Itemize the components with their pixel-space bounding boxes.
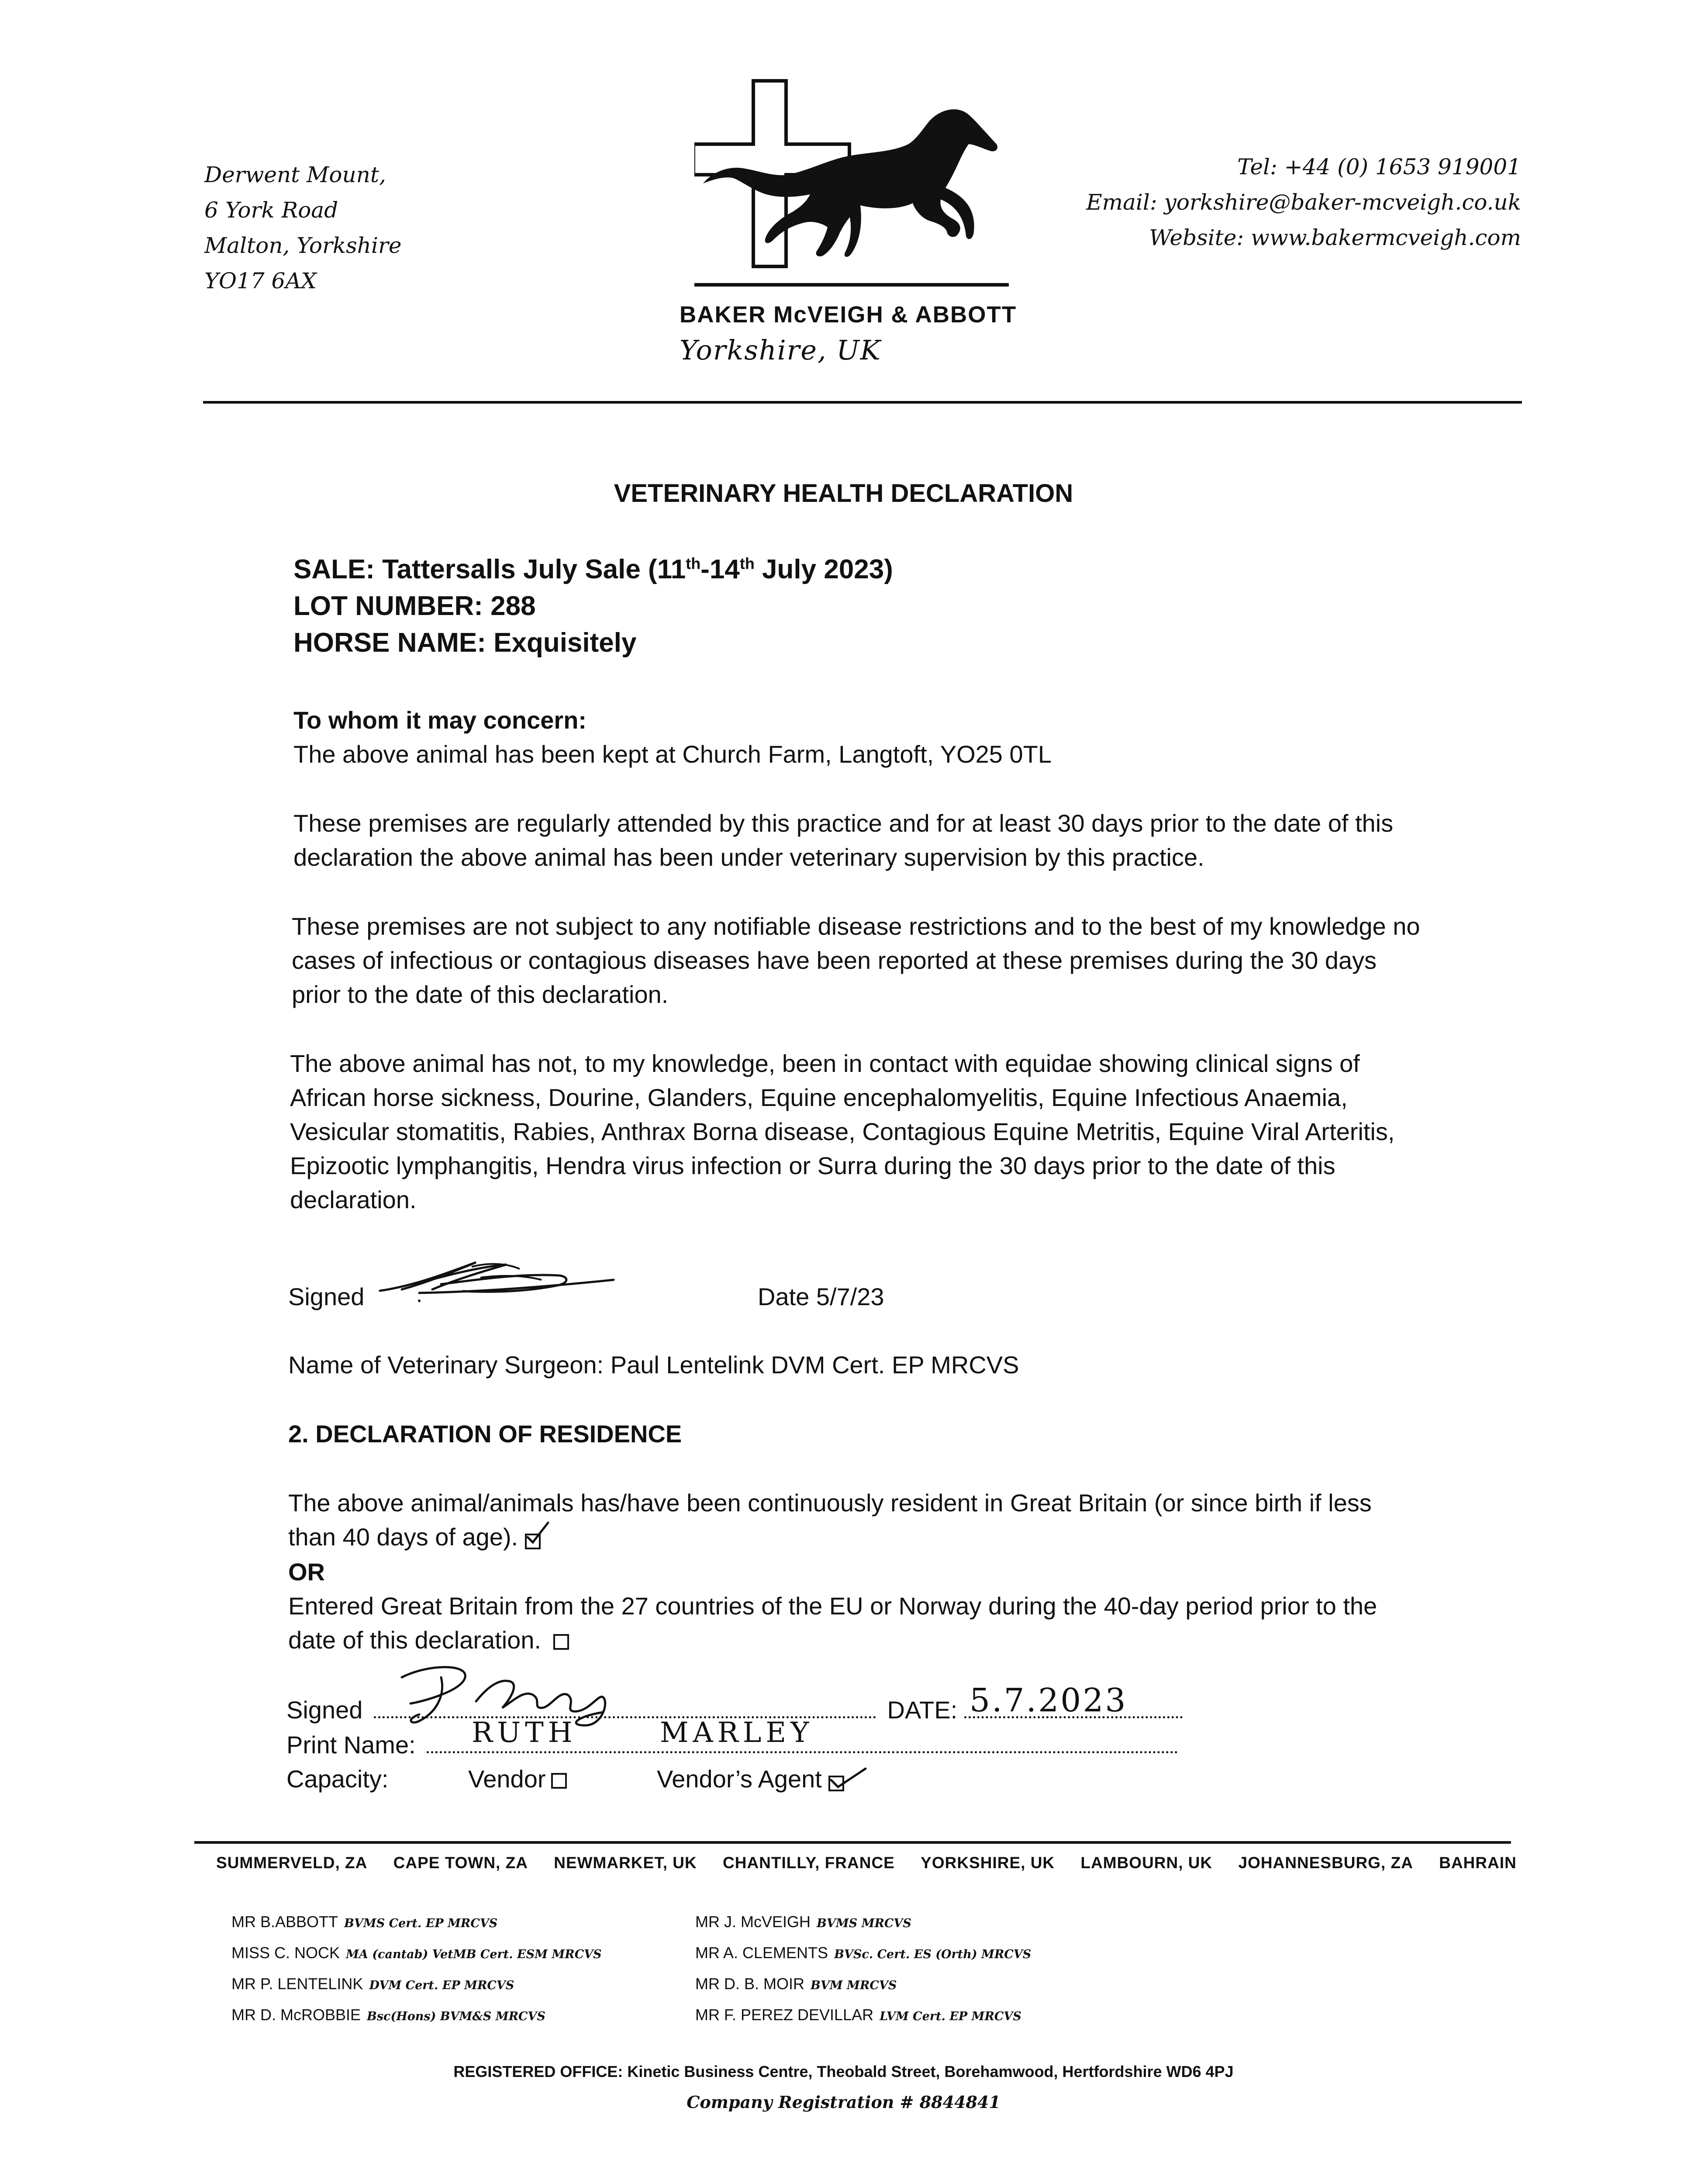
residence-option-resident <box>288 1486 1424 1554</box>
footer-divider <box>194 1841 1511 1844</box>
horse-name: HORSE NAME: Exquisitely <box>293 628 637 658</box>
vendor-agent-option[interactable] <box>657 1762 850 1796</box>
page-title: VETERINARY HEALTH DECLARATION <box>614 479 1073 508</box>
partner-entry: MR B.ABBOTT BVMS Cert. EP MRCVS <box>231 1913 498 1931</box>
sale-name: SALE: Tattersalls July Sale (11th-14th July 2023) <box>293 554 893 584</box>
partner-entry: MR P. LENTELINK DVM Cert. EP MRCVS <box>231 1975 514 1993</box>
vendor-agent-label: Vendor’s Agent <box>657 1765 822 1793</box>
owner-date-value: 5.7.2023 <box>969 1682 1128 1719</box>
header-divider <box>203 401 1522 404</box>
office-location: CAPE TOWN, ZA <box>393 1854 528 1872</box>
residence-option-entered-text: Entered Great Britain from the 27 countries of the EU or Norway during the 40-day period prior to the date of this declaration. <box>288 1592 1377 1654</box>
vet-signed-label: Signed <box>288 1283 365 1310</box>
check-mark-icon <box>524 1521 550 1547</box>
entered-checkbox[interactable] <box>553 1634 569 1650</box>
sale-details <box>293 551 893 661</box>
practice-address <box>204 157 402 299</box>
registered-office: REGISTERED OFFICE: Kinetic Business Centre, Theobald Street, Borehamwood, Hertfordshire WD6 4PJ <box>453 2063 1234 2080</box>
check-mark-icon <box>828 1765 868 1791</box>
vendor-checkbox[interactable] <box>551 1773 567 1789</box>
firm-name: BAKER McVEIGH & ABBOTT <box>680 302 1017 328</box>
print-name-label: Print Name: <box>286 1731 416 1759</box>
partner-entry: MR J. McVEIGH BVMS MRCVS <box>695 1913 911 1931</box>
owner-signed-label: Signed <box>286 1696 363 1724</box>
website-link[interactable]: Website: www.bakermcveigh.com <box>1149 225 1521 250</box>
partner-entry: MR D. McROBBIE Bsc(Hons) BVM&S MRCVS <box>231 2006 545 2024</box>
residence-option-resident-text: The above animal/animals has/have been continuously resident in Great Britain (or since birth if less than 40 days of age). <box>288 1489 1372 1551</box>
print-name-value: RUTH MARLEY <box>472 1717 814 1749</box>
office-location: NEWMARKET, UK <box>554 1854 697 1872</box>
greeting: To whom it may concern: <box>293 706 587 734</box>
premises-line: The above animal has been kept at Church Farm, Langtoft, YO25 0TL <box>293 740 1052 768</box>
address-line: Derwent Mount, <box>204 162 386 187</box>
office-location: CHANTILLY, FRANCE <box>723 1854 895 1872</box>
office-location: YORKSHIRE, UK <box>921 1854 1055 1872</box>
vendor-label: Vendor <box>468 1765 546 1793</box>
vet-signature <box>376 1249 616 1306</box>
office-location: LAMBOURN, UK <box>1080 1854 1213 1872</box>
email-link[interactable]: Email: yorkshire@baker-mcveigh.co.uk <box>1086 190 1521 215</box>
address-line: Malton, Yorkshire <box>204 233 402 258</box>
lot-number: LOT NUMBER: 288 <box>293 591 536 621</box>
residence-option-entered <box>288 1589 1424 1657</box>
print-name-dotted-line <box>427 1751 1178 1753</box>
partner-entry: MISS C. NOCK MA (cantab) VetMB Cert. ESM MRCVS <box>231 1944 602 1962</box>
partners-left <box>231 1907 602 2031</box>
contact-equidae-paragraph: The above animal has not, to my knowledge, been in contact with equidae showing clinical signs of African horse sickness, Dourine, Glanders, Equine encephalomyelitis, Equine Infectious Anaemia, Vesicular stomatitis, Rabies, Anthrax Borna disease, Contagious Equine Metritis, Equine Viral Arteritis, Epizootic lymphangitis, Hendra virus infection or Surra during the 30 days prior to the date of this declaration. <box>290 1050 1395 1213</box>
vendor-option[interactable] <box>468 1762 567 1796</box>
supervision-paragraph: These premises are regularly attended by this practice and for at least 30 days prior to the date of this declaration the above animal has been under veterinary supervision by this practice. <box>293 809 1394 871</box>
disease-restriction-paragraph: These premises are not subject to any notifiable disease restrictions and to the best of my knowledge no cases of infectious or contagious diseases have been reported at these premises during the 30 days prior to the date of this declaration. <box>292 912 1420 1008</box>
partners-right <box>695 1907 1031 2031</box>
capacity-row <box>286 1762 1335 1796</box>
vendor-agent-checkbox[interactable] <box>828 1772 850 1790</box>
address-line: 6 York Road <box>204 197 338 223</box>
office-location: BAHRAIN <box>1439 1854 1517 1872</box>
partner-entry: MR A. CLEMENTS BVSc. Cert. ES (Orth) MRCVS <box>695 1944 1032 1962</box>
practice-logo-icon <box>694 79 1009 288</box>
resident-checkbox[interactable] <box>525 1530 547 1548</box>
vet-name: Name of Veterinary Surgeon: Paul Lentelink DVM Cert. EP MRCVS <box>288 1351 1019 1379</box>
capacity-label: Capacity: <box>286 1765 389 1793</box>
firm-location: Yorkshire, UK <box>680 334 881 366</box>
residence-heading: 2. DECLARATION OF RESIDENCE <box>288 1420 682 1448</box>
telephone: Tel: +44 (0) 1653 919001 <box>1237 154 1521 180</box>
vet-signature-date: Date 5/7/23 <box>758 1283 884 1310</box>
partner-entry: MR D. B. MOIR BVM MRCVS <box>695 1975 897 1993</box>
or-separator: OR <box>288 1558 325 1586</box>
owner-date-label: DATE: <box>887 1696 958 1724</box>
office-location: SUMMERVELD, ZA <box>216 1854 368 1872</box>
partner-entry: MR F. PEREZ DEVILLAR LVM Cert. EP MRCVS <box>695 2006 1021 2024</box>
office-locations <box>216 1854 1517 1872</box>
company-registration: Company Registration # 8844841 <box>687 2092 1000 2112</box>
address-line: YO17 6AX <box>204 268 317 294</box>
contact-block <box>1041 149 1521 256</box>
office-location: JOHANNESBURG, ZA <box>1238 1854 1413 1872</box>
